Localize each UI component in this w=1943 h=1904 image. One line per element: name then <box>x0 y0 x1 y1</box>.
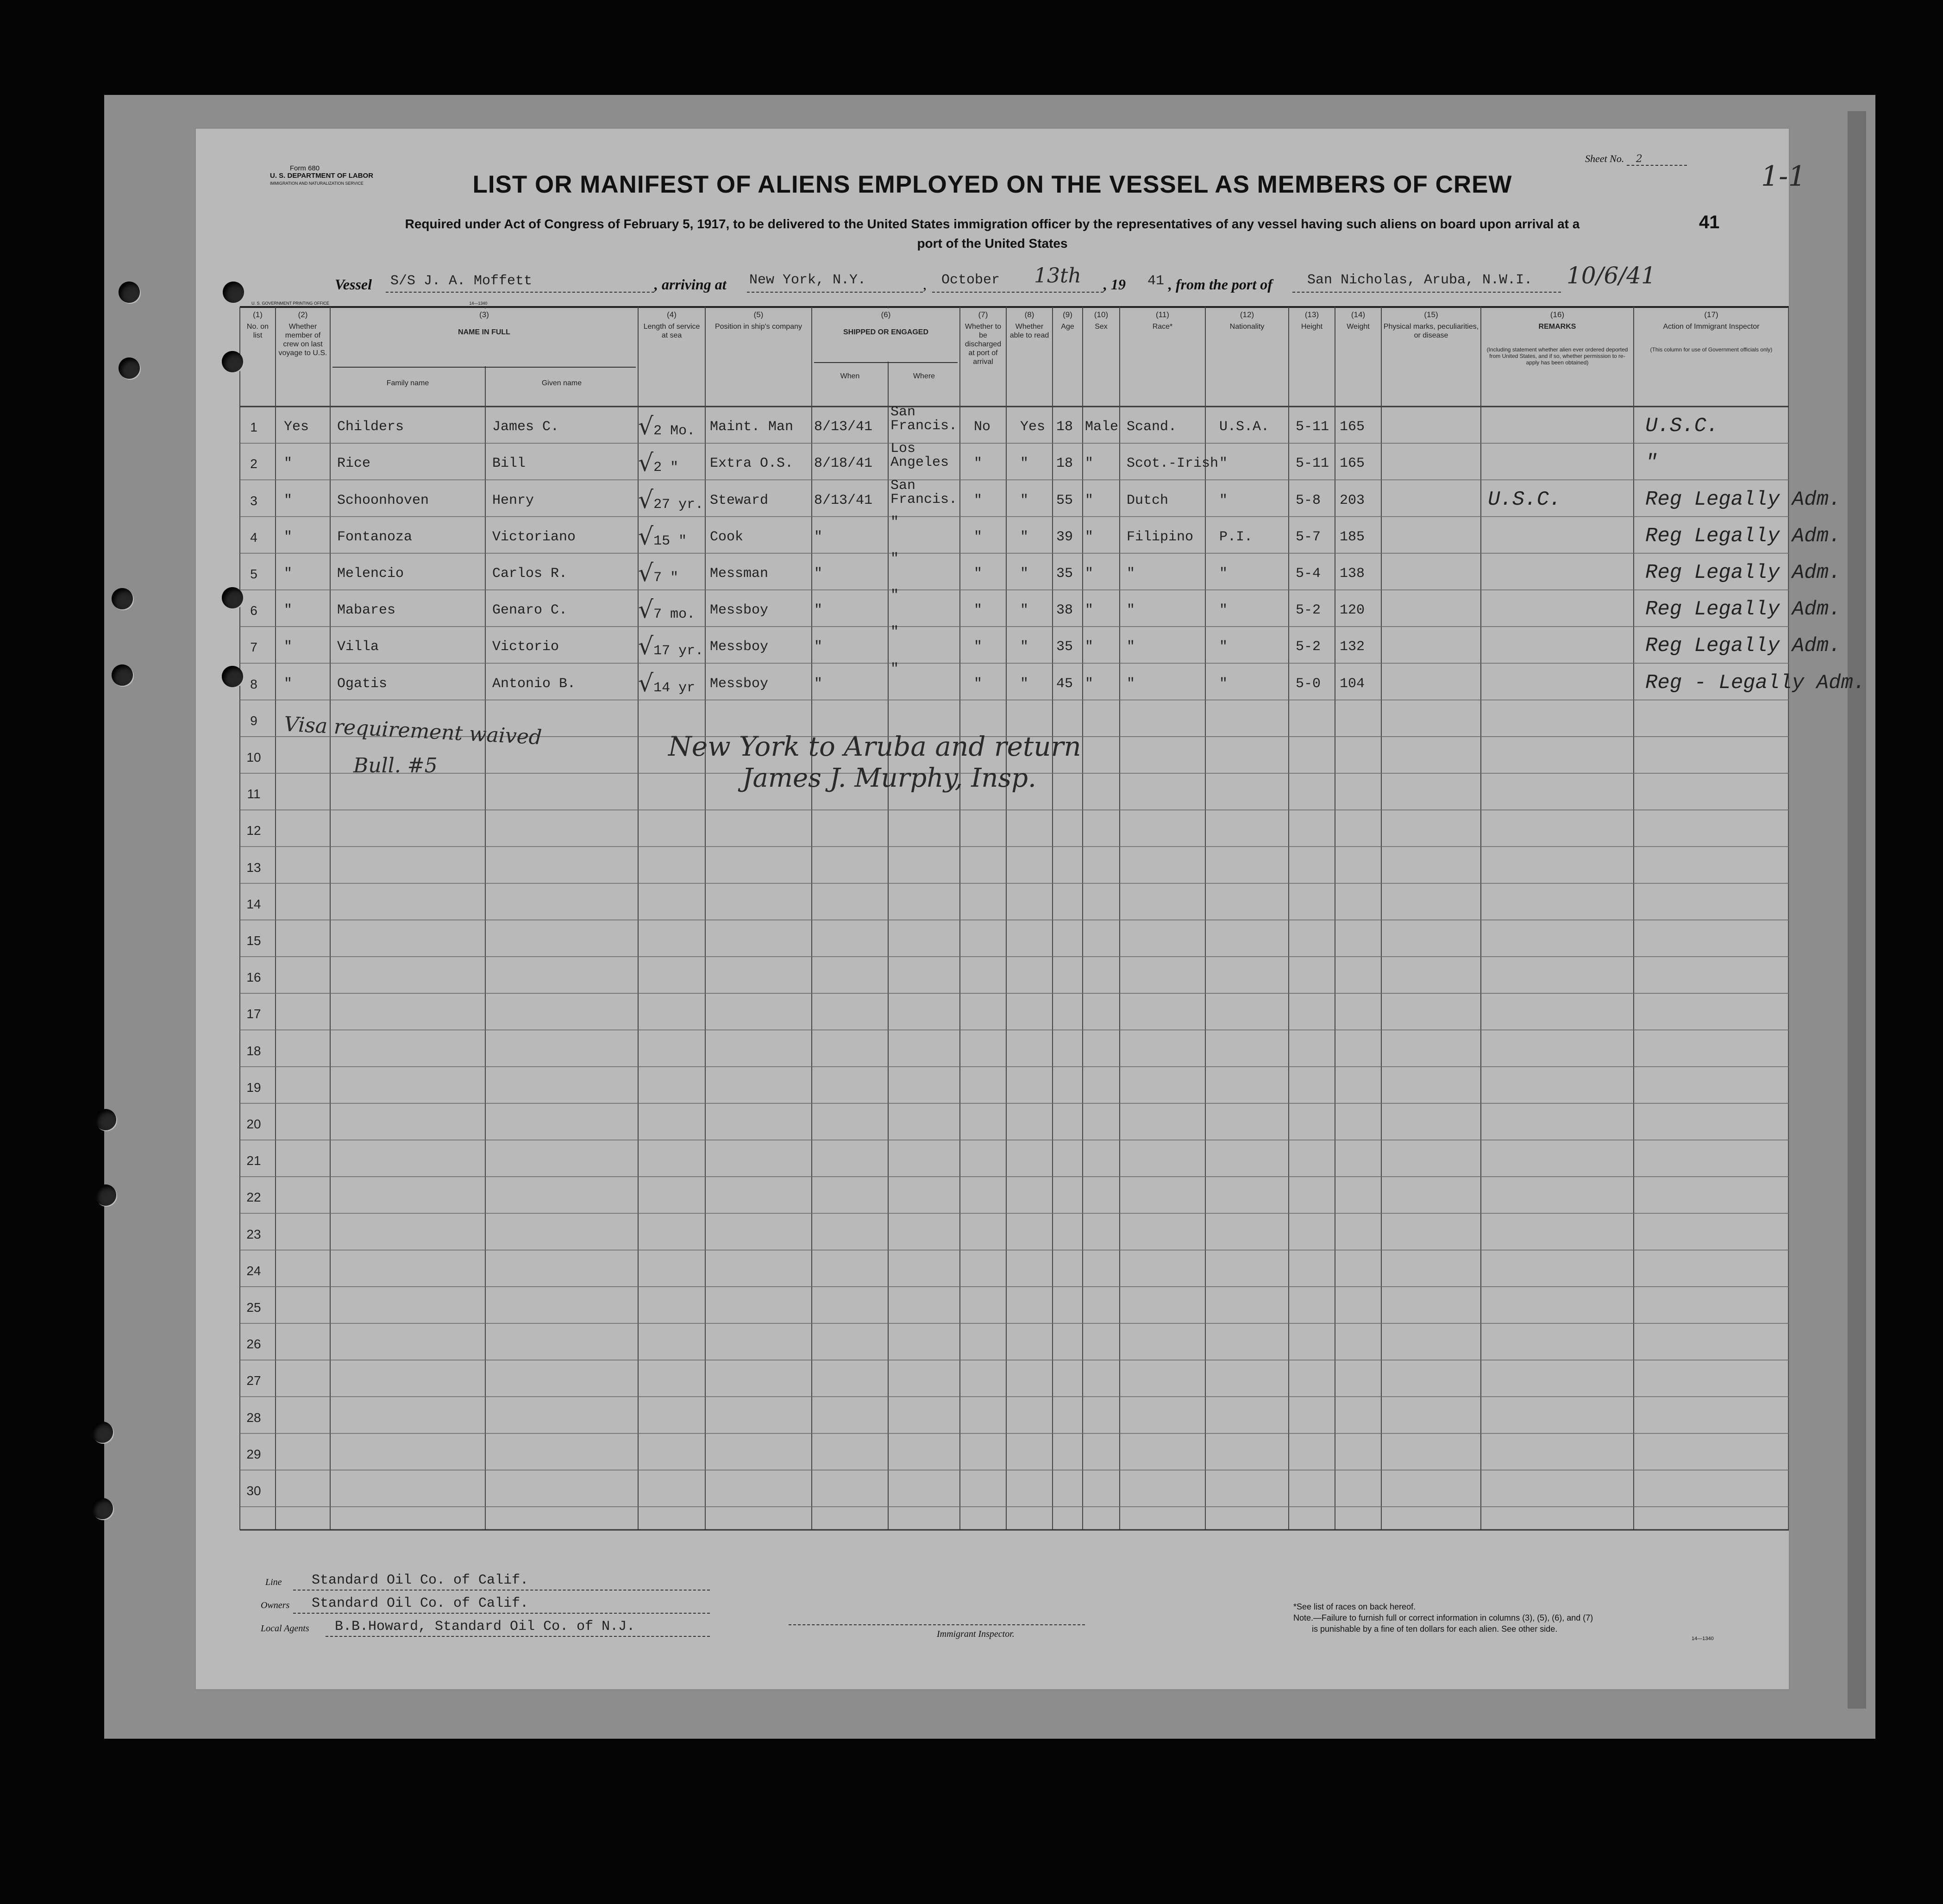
cell-age: 35 <box>1056 639 1073 655</box>
cell-sex: " <box>1085 566 1094 582</box>
cell-sex: Male <box>1085 419 1119 435</box>
cell-height: 5-7 <box>1296 529 1321 545</box>
cell-sex: " <box>1085 456 1094 472</box>
cell-sex: " <box>1085 529 1094 545</box>
cell-when: 8/18/41 <box>814 456 873 472</box>
form-subtitle-line-1: Required under Act of Congress of February 5, 1917, to be delivered to the United States immigration officer by the representatives of any vessel having such aliens on board upon arrival at a <box>405 217 1580 231</box>
cell-service <box>638 486 703 514</box>
from-port-label: , from the port of <box>1168 276 1272 293</box>
printer-code: 14—1340 <box>469 301 488 306</box>
cell-position: Messman <box>710 566 769 582</box>
cell-height: 5-11 <box>1296 419 1329 435</box>
column-number-12: (12) <box>1240 310 1254 319</box>
arrival-port: New York, N.Y. <box>749 272 866 288</box>
cell-position: Messboy <box>710 639 769 655</box>
cell-when: 8/13/41 <box>814 492 873 508</box>
check-mark-icon: √ <box>638 522 654 551</box>
bulletin-reference: Bull. #5 <box>353 754 438 777</box>
form-title: LIST OR MANIFEST OF ALIENS EMPLOYED ON THE VESSEL AS MEMBERS OF CREW <box>472 171 1512 198</box>
cell-last: Yes <box>284 419 309 435</box>
cell-action: " <box>1645 451 1658 475</box>
cell-nationality: " <box>1219 676 1228 692</box>
column-note-16: (Including statement whether alien ever ordered deported from United States, and if so, whether permission to re-apply has been obtained) <box>1486 346 1628 366</box>
cell-read: " <box>1020 639 1029 655</box>
cell-service <box>638 633 703 660</box>
cell-weight: 165 <box>1340 419 1365 435</box>
column-header-12: Nationality <box>1229 323 1265 331</box>
stamp-number: 41 <box>1699 212 1720 232</box>
department-name: U. S. DEPARTMENT OF LABOR <box>270 172 374 180</box>
penalty-note-2: is punishable by a fine of ten dollars for each alien. See other side. <box>1312 1624 1558 1634</box>
row-number: 3 <box>250 493 257 508</box>
check-mark-icon: √ <box>638 413 654 441</box>
service-length: 14 yr <box>653 680 696 696</box>
row-number: 13 <box>246 860 261 875</box>
row-number: 8 <box>250 676 257 691</box>
cell-age: 18 <box>1056 456 1073 472</box>
cell-last: " <box>284 456 293 472</box>
row-number: 10 <box>246 750 261 764</box>
check-mark-icon: √ <box>638 596 654 624</box>
cell-discharged: " <box>974 639 983 655</box>
departure-port: San Nicholas, Aruba, N.W.I. <box>1307 272 1533 288</box>
row-number: 19 <box>246 1080 261 1095</box>
cell-age: 39 <box>1056 529 1073 545</box>
row-number: 17 <box>246 1007 261 1021</box>
column-number-1: (1) <box>253 310 263 319</box>
row-number: 2 <box>250 457 257 471</box>
vessel-name: S/S J. A. Moffett <box>390 273 533 289</box>
corner-note: 1-1 <box>1761 160 1806 193</box>
cell-discharged: " <box>974 492 983 508</box>
cell-height: 5-2 <box>1296 602 1321 619</box>
cell-read: " <box>1020 676 1029 692</box>
cell-family: Schoonhoven <box>337 492 429 508</box>
cell-family: Mabares <box>337 602 396 619</box>
cell-given: Henry <box>492 492 534 508</box>
punch-hole <box>95 1109 116 1130</box>
cell-position: Maint. Man <box>710 419 794 435</box>
cell-sex: " <box>1085 639 1094 655</box>
cell-when: " <box>814 566 823 582</box>
column-number-15: (15) <box>1424 310 1438 319</box>
cell-action: Reg Legally Adm. <box>1645 561 1841 584</box>
row-number: 27 <box>246 1373 261 1388</box>
cell-race: Scot.-Irish <box>1127 456 1219 472</box>
cell-sex: " <box>1085 492 1094 508</box>
column-header-7: Whether to be discharged at port of arrival <box>965 323 1002 366</box>
punch-hole <box>95 1184 116 1206</box>
cell-age: 18 <box>1056 419 1073 435</box>
punch-hole <box>119 357 140 379</box>
cell-where: Los Angeles <box>890 441 949 471</box>
column-header-14: Weight <box>1347 323 1370 331</box>
punch-hole <box>92 1422 113 1443</box>
cell-age: 35 <box>1056 566 1073 582</box>
subheader-when: When <box>840 372 860 380</box>
cell-height: 5-4 <box>1296 566 1321 582</box>
column-number-2: (2) <box>298 310 308 319</box>
row-number: 9 <box>250 713 257 728</box>
cell-discharged: " <box>974 566 983 582</box>
cell-race: Dutch <box>1127 492 1169 508</box>
column-header-9: Age <box>1061 323 1074 331</box>
cell-last: " <box>284 566 293 582</box>
form-subtitle-line-2: port of the United States <box>917 236 1068 251</box>
service-length: 7 mo. <box>653 607 696 623</box>
cell-when: " <box>814 676 823 692</box>
cell-where: " <box>890 588 899 604</box>
handwritten-date: 10/6/41 <box>1567 262 1656 289</box>
column-note-17: (This column for use of Government officials only) <box>1650 346 1773 353</box>
cell-race: " <box>1127 602 1135 619</box>
punch-hole <box>119 282 140 303</box>
cell-given: Victorio <box>492 639 559 655</box>
punch-hole <box>112 588 133 609</box>
row-number: 20 <box>246 1117 261 1131</box>
service-length: 2 " <box>653 460 679 476</box>
cell-read: " <box>1020 492 1029 508</box>
column-header-16: REMARKS <box>1538 323 1576 331</box>
column-header-17: Action of Immigrant Inspector <box>1663 323 1760 331</box>
row-number: 4 <box>250 530 257 545</box>
cell-family: Fontanoza <box>337 529 413 545</box>
column-header-5: Position in ship's company <box>715 323 802 331</box>
column-header-2: Whether member of crew on last voyage to U.S. <box>278 323 327 357</box>
row-number: 7 <box>250 640 257 655</box>
service-length: 15 " <box>653 533 687 549</box>
service-length: 17 yr. <box>653 643 704 659</box>
column-number-16: (16) <box>1550 310 1565 319</box>
cell-read: " <box>1020 456 1029 472</box>
row-number: 15 <box>246 933 261 948</box>
cell-age: 45 <box>1056 676 1073 692</box>
arriving-label: , arriving at <box>654 276 727 293</box>
immigrant-inspector-label: Immigrant Inspector. <box>937 1629 1015 1639</box>
row-number: 12 <box>246 823 261 838</box>
cell-nationality: " <box>1219 566 1228 582</box>
cell-discharged: " <box>974 456 983 472</box>
cell-sex: " <box>1085 676 1094 692</box>
cell-family: Villa <box>337 639 379 655</box>
cell-discharged: " <box>974 529 983 545</box>
row-number: 24 <box>246 1263 261 1278</box>
check-mark-icon: √ <box>638 669 654 697</box>
cell-given: Carlos R. <box>492 566 568 582</box>
arrival-year: 41 <box>1147 273 1165 289</box>
footer-form-code: 14—1340 <box>1692 1636 1714 1641</box>
vessel-label: Vessel <box>335 276 372 293</box>
check-mark-icon: √ <box>638 559 654 587</box>
cell-where: San Francis. <box>890 404 958 434</box>
cell-race: Scand. <box>1127 419 1177 435</box>
cell-position: Extra O.S. <box>710 456 794 472</box>
row-number: 28 <box>246 1410 261 1425</box>
cell-service <box>638 670 695 697</box>
cell-position: Cook <box>710 529 744 545</box>
cell-when: " <box>814 639 823 655</box>
row-number: 30 <box>246 1484 261 1498</box>
cell-position: Steward <box>710 492 769 508</box>
cell-last: " <box>284 676 293 692</box>
penalty-note-1: Note.—Failure to furnish full or correct information in columns (3), (5), (6), and (7) <box>1293 1613 1593 1622</box>
row-number: 21 <box>246 1153 261 1168</box>
cell-nationality: P.I. <box>1219 529 1253 545</box>
column-number-5: (5) <box>753 310 764 319</box>
row-number: 5 <box>250 567 257 581</box>
cell-when: " <box>814 602 823 619</box>
board-edge <box>1848 111 1866 1709</box>
cell-weight: 203 <box>1340 492 1365 508</box>
cell-nationality: " <box>1219 602 1228 619</box>
cell-given: Bill <box>492 456 526 472</box>
cell-read: " <box>1020 566 1029 582</box>
punch-hole <box>92 1498 113 1519</box>
cell-last: " <box>284 639 293 655</box>
subheader-given-name: Given name <box>541 379 582 387</box>
check-mark-icon: √ <box>638 633 654 661</box>
row-number: 11 <box>247 787 261 802</box>
punch-hole <box>222 666 243 687</box>
cell-last: " <box>284 492 293 508</box>
cell-action: U.S.C. <box>1645 414 1719 438</box>
column-number-14: (14) <box>1351 310 1366 319</box>
sheet-number: 2 <box>1627 153 1687 166</box>
year-label: , 19 <box>1103 276 1126 293</box>
cell-nationality: " <box>1219 456 1228 472</box>
cell-height: 5-2 <box>1296 639 1321 655</box>
row-number: 23 <box>246 1227 261 1241</box>
cell-nationality: U.S.A. <box>1219 419 1270 435</box>
service-length: 27 yr. <box>653 496 704 513</box>
punch-hole <box>222 351 243 372</box>
cell-action: Reg - Legally Adm. <box>1645 671 1866 695</box>
cell-service <box>638 449 678 477</box>
service-length: 7 " <box>653 570 679 586</box>
column-header-15: Physical marks, peculiarities, or disease <box>1383 323 1479 339</box>
cell-read: " <box>1020 602 1029 619</box>
cell-family: Ogatis <box>337 676 388 692</box>
arrival-month: October <box>941 272 1000 288</box>
check-mark-icon: √ <box>638 486 654 514</box>
cell-sex: " <box>1085 602 1094 619</box>
column-number-3: (3) <box>479 310 489 319</box>
cell-remarks: U.S.C. <box>1488 488 1561 511</box>
column-header-10: Sex <box>1095 323 1108 331</box>
column-number-8: (8) <box>1024 310 1034 319</box>
owners-label: Owners <box>261 1600 290 1610</box>
cell-last: " <box>284 602 293 619</box>
cell-family: Childers <box>337 419 404 435</box>
column-header-4: Length of service at sea <box>643 323 700 339</box>
manifest-sheet: Form 680 U. S. DEPARTMENT OF LABOR IMMIGRATION AND NATURALIZATION SERVICE Sheet No. 2 1-1 LIST OR MANIFEST OF ALIENS EMPLOYED ON THE VESSEL AS MEMBERS OF CREW Required under Act of Congress of February 5, 1917, to be delivered to the United States immigration officer by the representatives of any vessel having such aliens on board upon arrival at a port of the United States 41 Vessel S/S J. A. Moffett , arriving at New York, N.Y. , October 13th , 19 41 , from the port of San Nicholas, Aruba, N.W.I. 10/6/41 U. S. GOVERNMENT PRINTING OFFICE 14—1340 (1) No. on list (2) Whether member of crew on last voyage to U.S. (3) NAME IN FULL (4) Length of service at sea (5) Position in ship's company (6) SHIPPED OR ENGAGED (7) Whether to be discharged at port of arrival (8) Whether able to read (9) Age (10) Sex (11) Race* (12) Nationality (13) Height (14) Weight (15) Physical marks, peculiarities, or disease (16) REMARKS (Including statement whether alien ever ordered deported from United States, and if so, whether permission to re-apply has been obtained) (17) Action of Immigrant Inspector (This column for use of Government officials only) Family name Given name When Where 1 Yes Childers James C. √2 Mo. Maint. Man 8/13/41 San Francis. No Yes 18 Male Scand. U.S.A. 5-11 165 U.S.C. 2 " Rice Bill √2 " Extra O.S. 8/18/41 Los Angeles " " 18 " Scot.-Irish " 5-11 165 " 3 " Schoonhoven Henry √27 yr. Steward 8/13/41 San Francis. " " 55 " Dutch " 5-8 203 U.S.C. Reg Legally Adm. 4 " Fontanoza Victoriano √15 " Cook " " " " 39 " Filipino P.I. 5-7 185 Reg Legally Adm. 5 " Melencio Carlos R. √7 " Messman " " " " 35 " " " 5-4 138 Reg Legally Adm. 6 " Mabares Genaro C. √7 mo. Messboy " " " " 38 " " " 5-2 120 Reg Legally Adm. 7 " Villa Victorio √17 yr. Messboy " " " " 35 " " " 5-2 132 Reg Legally Adm. 8 " Ogatis Antonio B. √14 yr Messboy " " " " 45 " " " 5-0 104 Reg - Legally Adm. 9 10 11 12 13 14 15 16 17 18 19 20 21 22 23 24 25 26 27 28 29 30 Visa requirement waived Bull. #5 New York to Aruba and return James J. Murphy, Insp. Line Standard Oil Co. of Calif. Owners Standard Oil Co. of Calif. Local Agents B.B.Howard, Standard Oil Co. of N.J. Immigrant Inspector. *See list of races on back hereof. Note.—Failure to furnish full or correct information in columns (3), (5), (6), and (7) is punishable by a fine of ten dollars for each alien. See other side. 14—1340 <box>194 127 1790 1691</box>
printer-note: U. S. GOVERNMENT PRINTING OFFICE <box>251 301 329 306</box>
cell-weight: 120 <box>1340 602 1365 619</box>
cell-weight: 132 <box>1340 639 1365 655</box>
route-note: New York to Aruba and return <box>668 731 1081 762</box>
column-header-1: No. on list <box>246 323 269 339</box>
cell-read: " <box>1020 529 1029 545</box>
cell-given: James C. <box>492 419 559 435</box>
subheader-family-name: Family name <box>386 379 429 387</box>
column-header-13: Height <box>1301 323 1323 331</box>
column-number-4: (4) <box>667 310 677 319</box>
cell-action: Reg Legally Adm. <box>1645 598 1841 621</box>
row-number: 14 <box>246 896 261 911</box>
column-number-9: (9) <box>1063 310 1072 319</box>
cell-service <box>638 596 695 624</box>
line-label: Line <box>265 1577 282 1587</box>
cell-discharged: " <box>974 676 983 692</box>
row-number: 16 <box>246 970 261 985</box>
cell-age: 38 <box>1056 602 1073 619</box>
column-header-3: NAME IN FULL <box>458 328 510 336</box>
cell-service <box>638 559 678 587</box>
cell-weight: 104 <box>1340 676 1365 692</box>
row-number: 22 <box>246 1190 261 1205</box>
cell-race: Filipino <box>1127 529 1194 545</box>
cell-where: San Francis. <box>890 477 958 507</box>
cell-where: " <box>890 661 899 677</box>
line-value: Standard Oil Co. of Calif. <box>312 1572 529 1588</box>
cell-where: " <box>890 514 899 530</box>
cell-age: 55 <box>1056 492 1073 508</box>
cell-service <box>638 523 687 551</box>
cell-family: Melencio <box>337 566 404 582</box>
column-number-7: (7) <box>978 310 988 319</box>
cell-last: " <box>284 529 293 545</box>
column-number-10: (10) <box>1094 310 1109 319</box>
local-agents-value: B.B.Howard, Standard Oil Co. of N.J. <box>335 1619 635 1635</box>
cell-race: " <box>1127 639 1135 655</box>
cell-action: Reg Legally Adm. <box>1645 488 1841 511</box>
cell-where: " <box>890 551 899 567</box>
cell-discharged: No <box>974 419 991 435</box>
punch-hole <box>222 587 243 608</box>
cell-height: 5-11 <box>1296 456 1329 472</box>
punch-hole <box>112 664 133 686</box>
column-number-17: (17) <box>1704 310 1718 319</box>
sheet-label: Sheet No. <box>1585 153 1624 164</box>
service-name: IMMIGRATION AND NATURALIZATION SERVICE <box>270 181 364 186</box>
races-note: *See list of races on back hereof. <box>1293 1602 1416 1611</box>
column-number-11: (11) <box>1156 310 1169 319</box>
cell-nationality: " <box>1219 639 1228 655</box>
cell-weight: 165 <box>1340 456 1365 472</box>
cell-given: Antonio B. <box>492 676 576 692</box>
visa-waiver-note: Visa requirement waived <box>283 712 543 750</box>
row-number: 29 <box>246 1447 261 1461</box>
row-number: 6 <box>250 603 257 618</box>
cell-service <box>638 413 695 440</box>
cell-where: " <box>890 624 899 640</box>
local-agents-label: Local Agents <box>261 1623 309 1634</box>
subheader-where: Where <box>913 372 935 380</box>
cell-nationality: " <box>1219 492 1228 508</box>
cell-weight: 185 <box>1340 529 1365 545</box>
column-number-6: (6) <box>881 310 891 319</box>
cell-given: Genaro C. <box>492 602 568 619</box>
cell-family: Rice <box>337 456 371 472</box>
column-header-6: SHIPPED OR ENGAGED <box>843 328 929 336</box>
cell-discharged: " <box>974 602 983 619</box>
cell-height: 5-8 <box>1296 492 1321 508</box>
cell-when: 8/13/41 <box>814 419 873 435</box>
service-length: 2 Mo. <box>653 423 696 439</box>
check-mark-icon: √ <box>638 449 654 477</box>
cell-race: " <box>1127 566 1135 582</box>
inspector-signature: James J. Murphy, Insp. <box>742 763 1036 793</box>
cell-position: Messboy <box>710 602 769 619</box>
arrival-day: 13th <box>1034 264 1082 288</box>
cell-weight: 138 <box>1340 566 1365 582</box>
cell-height: 5-0 <box>1296 676 1321 692</box>
cell-given: Victoriano <box>492 529 576 545</box>
row-number: 25 <box>246 1300 261 1315</box>
row-number: 18 <box>246 1043 261 1058</box>
cell-action: Reg Legally Adm. <box>1645 634 1841 658</box>
row-number: 26 <box>246 1337 261 1352</box>
cell-read: Yes <box>1020 419 1046 435</box>
column-number-13: (13) <box>1304 310 1319 319</box>
column-header-8: Whether able to read <box>1009 323 1049 339</box>
cell-position: Messboy <box>710 676 769 692</box>
form-number: Form 680 <box>289 164 320 172</box>
cell-action: Reg Legally Adm. <box>1645 524 1841 548</box>
cell-race: " <box>1127 676 1135 692</box>
cell-when: " <box>814 529 823 545</box>
column-header-11: Race* <box>1152 323 1173 331</box>
row-number: 1 <box>250 420 257 435</box>
owners-value: Standard Oil Co. of Calif. <box>312 1596 529 1611</box>
